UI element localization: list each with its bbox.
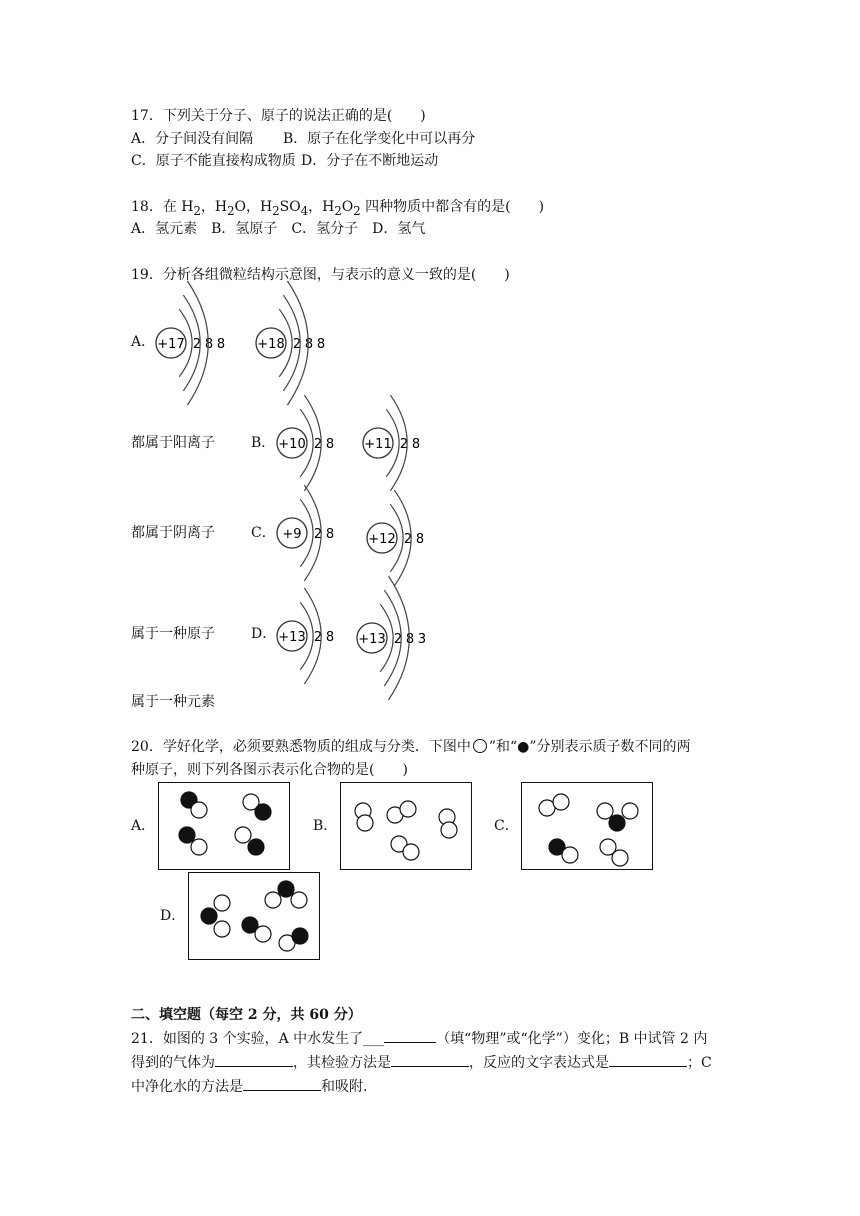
q19-c-meaning: 属于一种原子 [131,626,215,642]
atom-structure-svg [362,403,442,483]
shell-electron-count: 2 [399,437,409,452]
q19-option-a-label: A． [131,334,156,350]
q21-blank-4[interactable] [609,1052,687,1067]
q20-c-molecules [522,783,652,869]
q19-b-meaning: 都属于阴离子 [131,525,215,541]
shell-electron-count: 8 [405,632,415,647]
nucleus-charge: +13 [358,632,386,647]
q21-line1: 21．如图的 3 个实验，A 中水发生了___ （填“物理”或“化学”）变化；B 中试管 2 内 [131,1028,707,1049]
q19-stem: 19．分析各组微粒结构示意图，与表示的意义一致的是( ) [131,267,510,283]
q17-stem: 17．下列关于分子、原子的说法正确的是( ) [131,108,426,124]
q20-stem-line2: 种原子，则下列各图示表示化合物的是( ) [131,762,408,778]
q19-d-left-structure [276,596,356,676]
nucleus-charge: +12 [368,532,396,547]
q20-option-d-box [188,872,320,960]
q19-b-right-structure [362,403,442,483]
nucleus-charge: +18 [257,337,285,352]
shell-electron-count: 8 [411,437,421,452]
shell-electron-count: 8 [325,437,335,452]
q19-d-right-structure [356,588,446,688]
q20-option-b-box [340,782,472,870]
q21-line3: 中净化水的方法是 和吸附. [131,1076,367,1097]
atom-structure-svg [276,403,356,483]
q17-option-a: A．分子间没有间隔 [131,131,254,147]
nucleus-charge: +9 [282,527,302,542]
q18-stem: 18．在 $H_2$，$H_2O$，$H_2SO_4$，$H_2O_2$ 四种物质中都含有的是( ) [131,199,545,218]
shell-electron-count: 8 [304,337,314,352]
white-atom-icon [473,739,487,753]
q21-blank-2[interactable] [215,1052,293,1067]
atom-structure-svg [155,293,245,393]
atom-structure-svg [255,293,345,393]
shell-electron-count: 2 [313,527,323,542]
shell-electron-count: 2 [313,630,323,645]
shell-electron-count: 3 [417,632,427,647]
shell-electron-count: 8 [216,337,226,352]
q18-options: A．氢元素 B．氢原子 C．氢分子 D．氢气 [131,221,426,237]
shell-electron-count: 8 [325,527,335,542]
atom-structure-svg [276,493,356,573]
shell-electron-count: 8 [204,337,214,352]
q20-d-molecules [189,873,319,959]
shell-electron-count: 2 [292,337,302,352]
atom-structure-svg [356,588,446,688]
shell-electron-count: 8 [415,532,425,547]
shell-electron-count: 2 [403,532,413,547]
q20-b-molecules [341,783,471,869]
q19-b-left-structure [276,403,356,483]
shell-electron-count: 8 [325,630,335,645]
q17-option-b: B．原子在化学变化中可以再分 [283,131,476,147]
q20-option-c-label: C． [494,818,519,834]
nucleus-charge: +11 [364,437,392,452]
q19-a-right-structure [255,293,345,393]
q19-a-left-structure [155,293,245,393]
q21-blank-1[interactable] [384,1028,436,1043]
q20-a-molecules [159,783,289,869]
shell-electron-count: 8 [316,337,326,352]
q21-blank-5[interactable] [243,1076,321,1091]
atom-structure-svg [366,498,446,578]
q20-option-a-label: A． [131,818,156,834]
atom-structure-svg [276,596,356,676]
q20-option-a-box [158,782,290,870]
q19-a-meaning: 都属于阳离子 [131,435,215,451]
q19-option-b-label: B． [251,435,276,451]
shell-electron-count: 2 [393,632,403,647]
q20-option-b-label: B． [313,818,338,834]
q19-c-right-structure [366,498,446,578]
q21-blank-3[interactable] [391,1052,469,1067]
q20-option-c-box [521,782,653,870]
q17-option-d: D．分子在不断地运动 [301,153,439,169]
shell-electron-count: 2 [313,437,323,452]
q21-line2: 得到的气体为 ，其检验方法是 ，反应的文字表达式是 ；C [131,1052,712,1073]
q20-option-d-label: D． [160,908,186,924]
nucleus-charge: +10 [278,437,306,452]
section-heading: 二、填空题（每空 2 分，共 60 分） [131,1007,362,1023]
nucleus-charge: +13 [278,630,306,645]
q19-c-left-structure [276,493,356,573]
nucleus-charge: +17 [157,337,185,352]
q17-option-c: C．原子不能直接构成物质 [131,153,296,169]
q19-option-d-label: D． [251,626,277,642]
shell-electron-count: 2 [192,337,202,352]
q19-d-meaning: 属于一种元素 [131,694,215,710]
q20-stem-line1: 20．学好化学，必须要熟悉物质的组成与分类．下图中 ”和“●”分别表示质子数不同的两 [131,739,691,755]
q19-option-c-label: C． [251,525,276,541]
